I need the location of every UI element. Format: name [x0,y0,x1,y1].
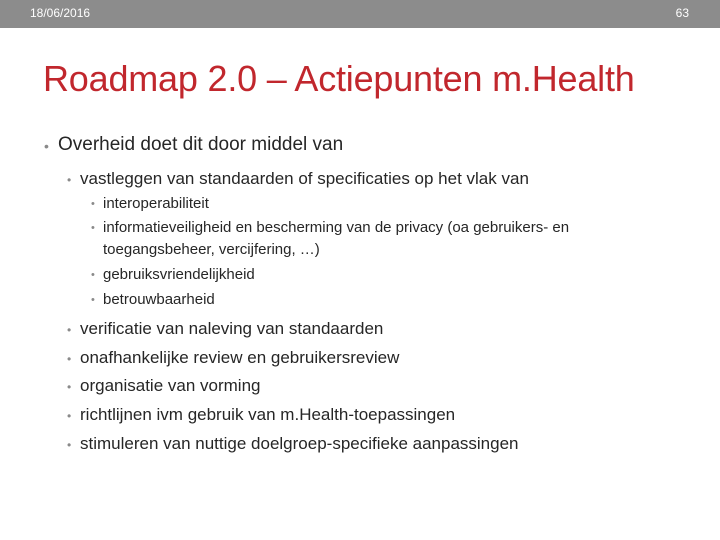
bullet-text: verificatie van naleving van standaarden [80,319,384,338]
slide-date: 18/06/2016 [30,6,91,20]
bullet-text: informatieveiligheid en bescherming van de privacy (oa gebruikers- en [103,219,570,236]
bullet-level-2 [67,319,384,339]
bullet-icon: • [91,198,95,210]
bullet-icon: • [67,173,72,187]
slide-title: Roadmap 2.0 – Actiepunten m.Health [43,58,635,99]
slide-page-number: 63 [675,6,689,20]
bullet-icon: • [67,409,72,423]
bullet-level-3 [91,291,215,308]
bullet-icon: • [67,323,72,337]
bullet-text: organisatie van vorming [80,376,261,395]
bullet-icon: • [67,438,72,452]
bullet-text: richtlijnen ivm gebruik van m.Health-toepassingen [80,405,456,424]
bullet-level-3 [91,266,255,283]
bullet-text: stimuleren van nuttige doelgroep-specifieke aanpassingen [80,434,519,453]
bullet-text: Overheid doet dit door middel van [58,134,344,155]
bullet-level-2 [67,348,400,368]
bullet-level-2 [67,434,519,454]
bullet-icon: • [44,138,49,154]
bullet-level-1 [44,134,344,156]
bullet-text: vastleggen van standaarden of specificaties op het vlak van [80,169,529,188]
bullet-level-2 [67,169,529,189]
bullet-icon: • [91,294,95,306]
bullet-icon: • [67,352,72,366]
bullet-icon: • [67,380,72,394]
bullet-level-3 [91,219,570,236]
bullet-text: interoperabiliteit [103,195,209,212]
bullet-level-3 [91,195,209,212]
bullet-text: betrouwbaarheid [103,291,215,308]
bullet-level-2 [67,405,456,425]
bullet-icon: • [91,269,95,281]
bullet-icon: • [91,222,95,234]
bullet-text: gebruiksvriendelijkheid [103,266,255,283]
bullet-text: onafhankelijke review en gebruikersreview [80,348,400,367]
bullet-text: toegangsbeheer, vercijfering, …) [103,241,320,258]
bullet-continuation [103,241,320,258]
bullet-level-2 [67,376,261,396]
